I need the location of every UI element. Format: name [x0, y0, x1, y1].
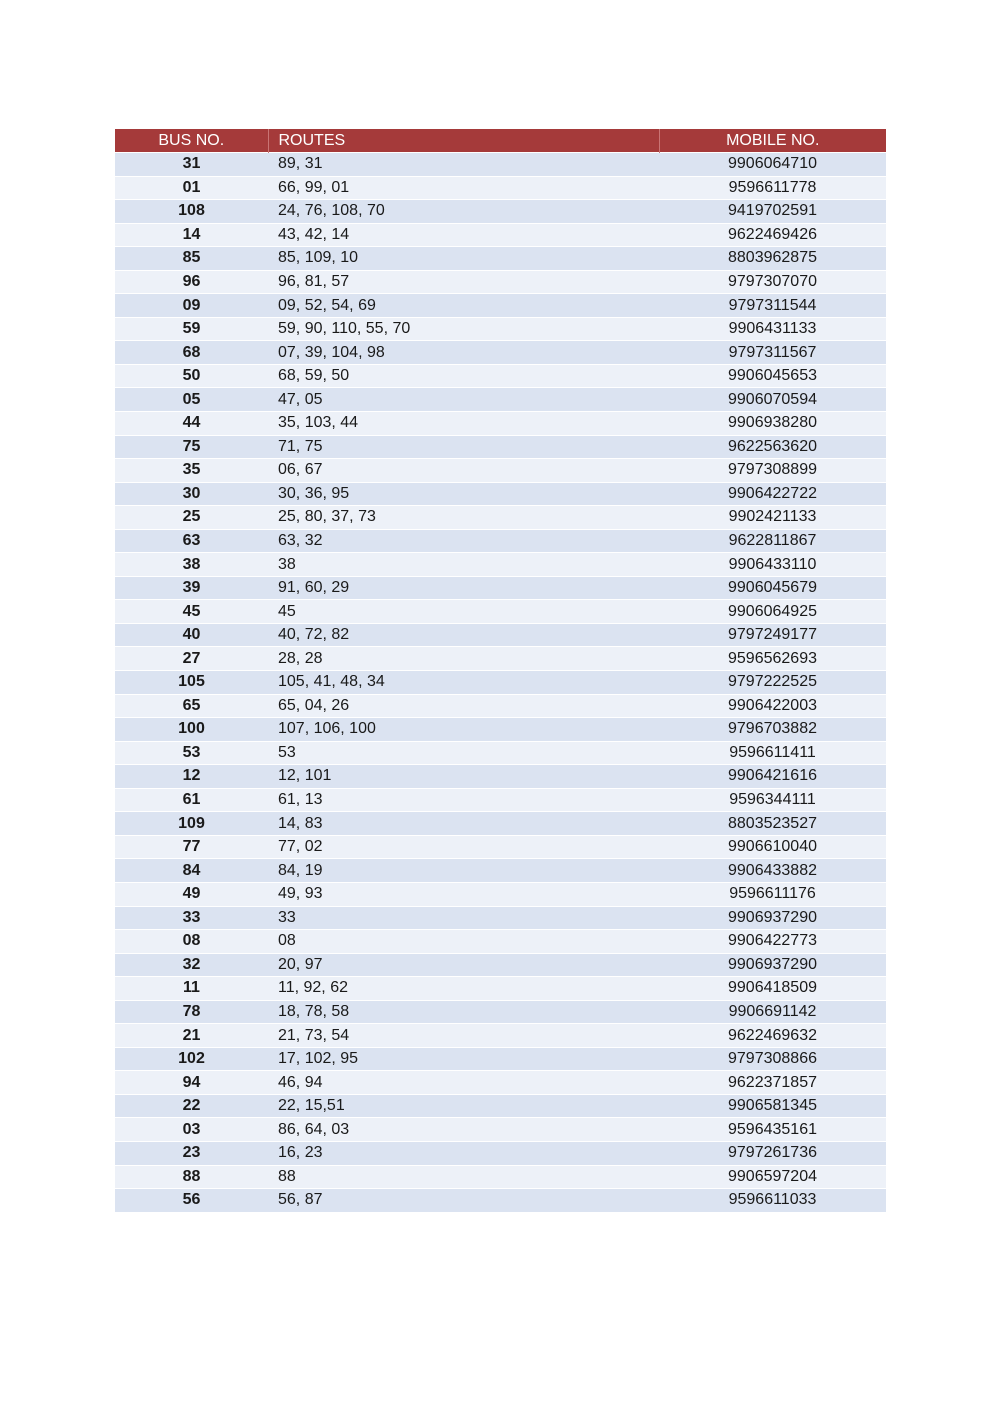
routes-cell: 105, 41, 48, 34	[268, 671, 659, 695]
bus-no-cell: 44	[115, 412, 268, 436]
mobile-no-cell: 9906064925	[659, 600, 886, 624]
bus-no-cell: 108	[115, 200, 268, 224]
routes-cell: 40, 72, 82	[268, 623, 659, 647]
bus-no-cell: 23	[115, 1141, 268, 1165]
bus-no-cell: 01	[115, 176, 268, 200]
table-row	[115, 1141, 886, 1165]
routes-cell: 61, 13	[268, 788, 659, 812]
table-row	[115, 529, 886, 553]
bus-no-cell: 102	[115, 1047, 268, 1071]
mobile-no-cell: 9906064710	[659, 153, 886, 177]
routes-cell: 56, 87	[268, 1189, 659, 1212]
bus-no-cell: 94	[115, 1071, 268, 1095]
table-row	[115, 341, 886, 365]
routes-cell: 21, 73, 54	[268, 1024, 659, 1048]
table-row	[115, 1071, 886, 1095]
mobile-no-cell: 9906418509	[659, 977, 886, 1001]
routes-cell: 20, 97	[268, 953, 659, 977]
bus-no-cell: 53	[115, 741, 268, 765]
bus-no-cell: 77	[115, 835, 268, 859]
mobile-no-cell: 9622563620	[659, 435, 886, 459]
bus-no-cell: 84	[115, 859, 268, 883]
mobile-no-cell: 9596611033	[659, 1189, 886, 1212]
bus-no-cell: 75	[115, 435, 268, 459]
routes-cell: 65, 04, 26	[268, 694, 659, 718]
bus-no-cell: 14	[115, 223, 268, 247]
bus-no-cell: 88	[115, 1165, 268, 1189]
mobile-no-cell: 9906422003	[659, 694, 886, 718]
table-row	[115, 1165, 886, 1189]
table-row	[115, 835, 886, 859]
table-row	[115, 223, 886, 247]
routes-cell: 12, 101	[268, 765, 659, 789]
mobile-no-cell: 9596611778	[659, 176, 886, 200]
table-row	[115, 1024, 886, 1048]
routes-cell: 16, 23	[268, 1141, 659, 1165]
table-row	[115, 882, 886, 906]
mobile-no-cell: 9797308866	[659, 1047, 886, 1071]
routes-cell: 59, 90, 110, 55, 70	[268, 317, 659, 341]
mobile-no-cell: 8803523527	[659, 812, 886, 836]
table-row	[115, 200, 886, 224]
table-row	[115, 859, 886, 883]
table-row	[115, 623, 886, 647]
bus-no-cell: 08	[115, 930, 268, 954]
mobile-no-cell: 9596611411	[659, 741, 886, 765]
bus-no-cell: 11	[115, 977, 268, 1001]
bus-no-cell: 27	[115, 647, 268, 671]
bus-no-cell: 78	[115, 1000, 268, 1024]
bus-no-cell: 105	[115, 671, 268, 695]
bus-no-cell: 49	[115, 882, 268, 906]
routes-cell: 84, 19	[268, 859, 659, 883]
routes-cell: 17, 102, 95	[268, 1047, 659, 1071]
mobile-no-cell: 9906937290	[659, 906, 886, 930]
routes-cell: 91, 60, 29	[268, 576, 659, 600]
table-row	[115, 576, 886, 600]
mobile-no-cell: 9906610040	[659, 835, 886, 859]
table-row	[115, 388, 886, 412]
table-row	[115, 1000, 886, 1024]
routes-cell: 06, 67	[268, 459, 659, 483]
routes-cell: 24, 76, 108, 70	[268, 200, 659, 224]
table-row	[115, 364, 886, 388]
routes-cell: 43, 42, 14	[268, 223, 659, 247]
bus-no-cell: 22	[115, 1094, 268, 1118]
table-row	[115, 788, 886, 812]
mobile-no-cell: 9906421616	[659, 765, 886, 789]
table-row	[115, 1094, 886, 1118]
mobile-no-cell: 9906433882	[659, 859, 886, 883]
routes-cell: 88	[268, 1165, 659, 1189]
mobile-no-cell: 9906433110	[659, 553, 886, 577]
mobile-no-cell: 9419702591	[659, 200, 886, 224]
bus-no-cell: 25	[115, 506, 268, 530]
table-body	[115, 153, 886, 1212]
mobile-no-cell: 9906045653	[659, 364, 886, 388]
routes-cell: 66, 99, 01	[268, 176, 659, 200]
header-routes: ROUTES	[268, 129, 659, 153]
table-row	[115, 435, 886, 459]
table-row	[115, 671, 886, 695]
routes-cell: 07, 39, 104, 98	[268, 341, 659, 365]
table-row	[115, 953, 886, 977]
bus-no-cell: 09	[115, 294, 268, 318]
bus-no-cell: 50	[115, 364, 268, 388]
mobile-no-cell: 9906938280	[659, 412, 886, 436]
table-header	[115, 129, 886, 153]
table-row	[115, 930, 886, 954]
bus-no-cell: 21	[115, 1024, 268, 1048]
table-row	[115, 482, 886, 506]
table-row	[115, 694, 886, 718]
bus-no-cell: 31	[115, 153, 268, 177]
bus-no-cell: 40	[115, 623, 268, 647]
routes-cell: 77, 02	[268, 835, 659, 859]
routes-cell: 63, 32	[268, 529, 659, 553]
routes-cell: 46, 94	[268, 1071, 659, 1095]
routes-cell: 68, 59, 50	[268, 364, 659, 388]
table-row	[115, 553, 886, 577]
table-row	[115, 1118, 886, 1142]
bus-no-cell: 85	[115, 247, 268, 271]
mobile-no-cell: 9906581345	[659, 1094, 886, 1118]
table-row	[115, 317, 886, 341]
table-row	[115, 459, 886, 483]
table-row	[115, 765, 886, 789]
table-row	[115, 247, 886, 271]
routes-cell: 30, 36, 95	[268, 482, 659, 506]
table-row	[115, 412, 886, 436]
routes-cell: 11, 92, 62	[268, 977, 659, 1001]
routes-cell: 89, 31	[268, 153, 659, 177]
mobile-no-cell: 9906937290	[659, 953, 886, 977]
mobile-no-cell: 9796703882	[659, 718, 886, 742]
routes-cell: 35, 103, 44	[268, 412, 659, 436]
mobile-no-cell: 9906422722	[659, 482, 886, 506]
mobile-no-cell: 9797311567	[659, 341, 886, 365]
bus-route-sheet	[115, 129, 886, 1212]
mobile-no-cell: 9797308899	[659, 459, 886, 483]
routes-cell: 38	[268, 553, 659, 577]
mobile-no-cell: 9906691142	[659, 1000, 886, 1024]
header-row	[115, 129, 886, 153]
mobile-no-cell: 9902421133	[659, 506, 886, 530]
routes-cell: 86, 64, 03	[268, 1118, 659, 1142]
bus-no-cell: 05	[115, 388, 268, 412]
bus-no-cell: 96	[115, 270, 268, 294]
bus-no-cell: 45	[115, 600, 268, 624]
table-row	[115, 741, 886, 765]
routes-cell: 53	[268, 741, 659, 765]
table-row	[115, 1189, 886, 1212]
routes-cell: 09, 52, 54, 69	[268, 294, 659, 318]
bus-no-cell: 33	[115, 906, 268, 930]
mobile-no-cell: 9596562693	[659, 647, 886, 671]
mobile-no-cell: 9622469632	[659, 1024, 886, 1048]
routes-cell: 107, 106, 100	[268, 718, 659, 742]
routes-cell: 33	[268, 906, 659, 930]
bus-no-cell: 61	[115, 788, 268, 812]
mobile-no-cell: 9906431133	[659, 317, 886, 341]
bus-no-cell: 56	[115, 1189, 268, 1212]
table-row	[115, 506, 886, 530]
mobile-no-cell: 9797311544	[659, 294, 886, 318]
table-row	[115, 176, 886, 200]
mobile-no-cell: 9906422773	[659, 930, 886, 954]
bus-no-cell: 32	[115, 953, 268, 977]
bus-no-cell: 59	[115, 317, 268, 341]
mobile-no-cell: 9596435161	[659, 1118, 886, 1142]
mobile-no-cell: 9906597204	[659, 1165, 886, 1189]
bus-no-cell: 65	[115, 694, 268, 718]
routes-cell: 96, 81, 57	[268, 270, 659, 294]
mobile-no-cell: 9797249177	[659, 623, 886, 647]
mobile-no-cell: 9596344111	[659, 788, 886, 812]
header-bus-no: BUS NO.	[115, 129, 268, 153]
mobile-no-cell: 9906070594	[659, 388, 886, 412]
routes-cell: 25, 80, 37, 73	[268, 506, 659, 530]
routes-cell: 22, 15,51	[268, 1094, 659, 1118]
bus-no-cell: 39	[115, 576, 268, 600]
table-row	[115, 600, 886, 624]
bus-no-cell: 63	[115, 529, 268, 553]
bus-no-cell: 109	[115, 812, 268, 836]
mobile-no-cell: 9596611176	[659, 882, 886, 906]
mobile-no-cell: 9797222525	[659, 671, 886, 695]
mobile-no-cell: 9622811867	[659, 529, 886, 553]
table-row	[115, 977, 886, 1001]
table-row	[115, 270, 886, 294]
table-row	[115, 1047, 886, 1071]
routes-cell: 49, 93	[268, 882, 659, 906]
table-row	[115, 718, 886, 742]
bus-no-cell: 30	[115, 482, 268, 506]
routes-cell: 08	[268, 930, 659, 954]
table-row	[115, 906, 886, 930]
bus-no-cell: 100	[115, 718, 268, 742]
bus-route-table	[115, 129, 886, 1212]
table-row	[115, 294, 886, 318]
routes-cell: 45	[268, 600, 659, 624]
routes-cell: 85, 109, 10	[268, 247, 659, 271]
mobile-no-cell: 9906045679	[659, 576, 886, 600]
table-row	[115, 812, 886, 836]
mobile-no-cell: 9622469426	[659, 223, 886, 247]
table-row	[115, 647, 886, 671]
routes-cell: 71, 75	[268, 435, 659, 459]
routes-cell: 14, 83	[268, 812, 659, 836]
mobile-no-cell: 9797307070	[659, 270, 886, 294]
bus-no-cell: 12	[115, 765, 268, 789]
table-row	[115, 153, 886, 177]
routes-cell: 18, 78, 58	[268, 1000, 659, 1024]
mobile-no-cell: 9622371857	[659, 1071, 886, 1095]
routes-cell: 28, 28	[268, 647, 659, 671]
bus-no-cell: 38	[115, 553, 268, 577]
bus-no-cell: 35	[115, 459, 268, 483]
mobile-no-cell: 9797261736	[659, 1141, 886, 1165]
header-mobile-no: MOBILE NO.	[659, 129, 886, 153]
mobile-no-cell: 8803962875	[659, 247, 886, 271]
routes-cell: 47, 05	[268, 388, 659, 412]
bus-no-cell: 68	[115, 341, 268, 365]
bus-no-cell: 03	[115, 1118, 268, 1142]
